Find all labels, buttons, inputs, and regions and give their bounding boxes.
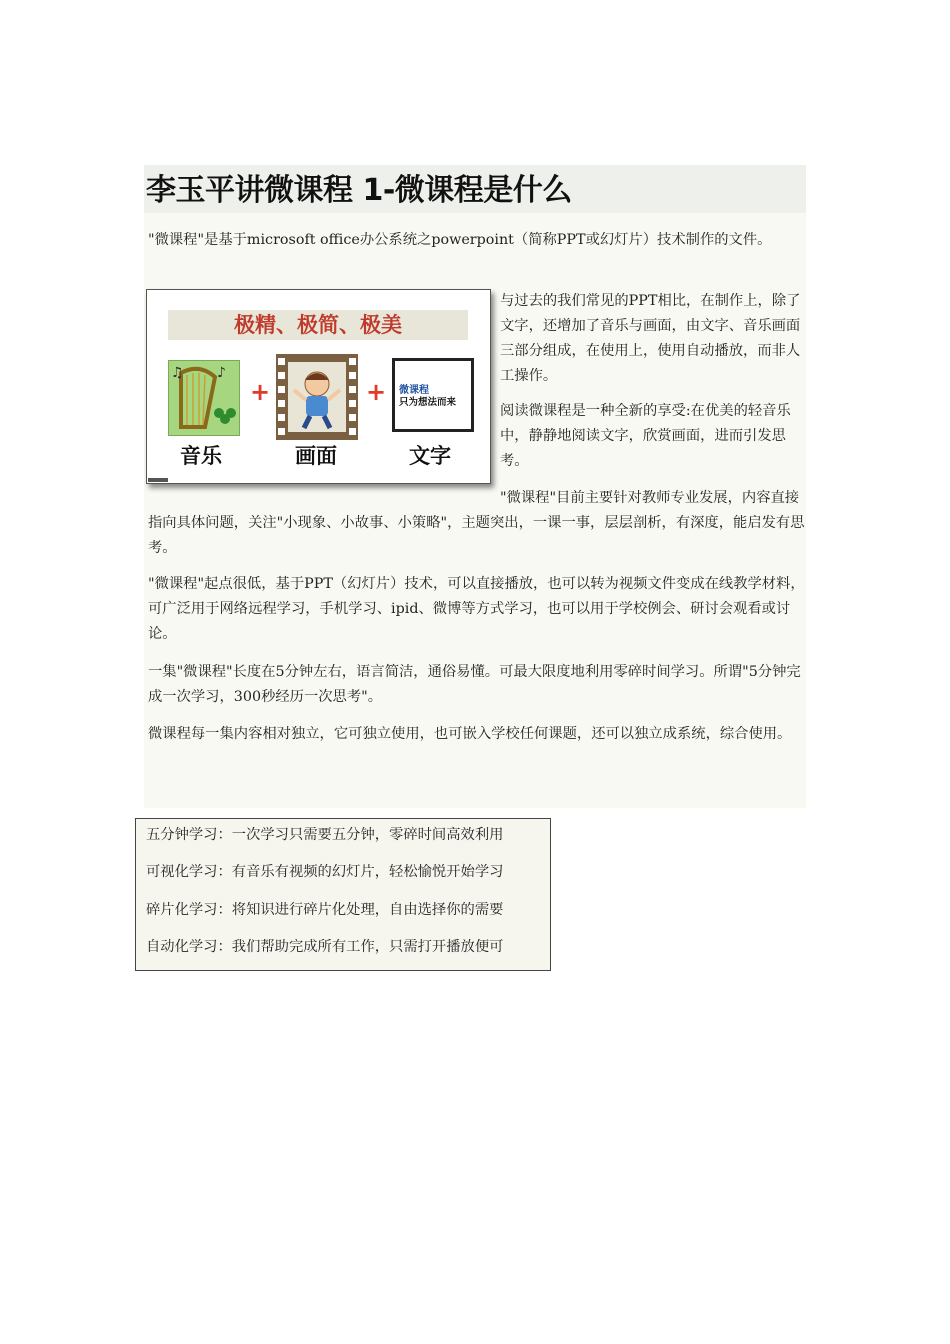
- summary-box: [135, 818, 551, 971]
- plus-sign: +: [366, 378, 387, 406]
- figure-banner: 极精、极简、极美: [168, 310, 468, 340]
- summary-line: 自动化学习：我们帮助完成所有工作，只需打开播放便可: [146, 939, 504, 955]
- text-card-line2: 只为想法而来: [399, 397, 457, 408]
- paragraph-starting-point: "微课程"起点很低，基于PPT（幻灯片）技术，可以直接播放，也可以转为视频文件变成在线教学材料，可广泛用于网络远程学习，手机学习、ipid、微博等方式学习，也可以用于学校例会、研讨会观看或讨论。: [148, 576, 805, 642]
- concept-figure: [146, 289, 491, 484]
- paragraph-comparison: 与过去的我们常见的PPT相比，在制作上，除了文字，还增加了音乐与画面，由文字、音乐画面三部分组成，在使用上，使用自动播放，而非人工操作。: [500, 293, 801, 384]
- label-music: 音乐: [180, 444, 222, 468]
- page-title: 李玉平讲微课程 1-微课程是什么: [144, 165, 806, 213]
- paragraph-intro: "微课程"是基于microsoft office办公系统之powerpoint（简称PPT或幻灯片）技术制作的文件。: [148, 232, 772, 248]
- film-strip-icon: [276, 354, 358, 440]
- label-picture: 画面: [295, 444, 337, 468]
- text-card-line1: 微课程: [399, 385, 429, 396]
- summary-line: 可视化学习：有音乐有视频的幻灯片，轻松愉悦开始学习: [146, 864, 504, 880]
- paragraph-reading: 阅读微课程是一种全新的享受:在优美的轻音乐中，静静地阅读文字，欣赏画面，进而引发思考。: [500, 403, 791, 469]
- summary-line: 碎片化学习：将知识进行碎片化处理，自由选择你的需要: [146, 902, 504, 918]
- plus-sign: +: [250, 378, 271, 406]
- status-bar: [148, 478, 168, 482]
- paragraph-independence: 微课程每一集内容相对独立，它可独立使用，也可嵌入学校任何课题，还可以独立成系统，综合使用。: [148, 726, 792, 742]
- paragraph-focus: "微课程"目前主要针对教师专业发展，内容直接指向具体问题，关注"小现象、小故事、小策略"，主题突出，一课一事，层层剖析，有深度，能启发有思考。: [148, 490, 805, 556]
- paragraph-length: 一集"微课程"长度在5分钟左右，语言简洁，通俗易懂。可最大限度地利用零碎时间学习。所谓"5分钟完成一次学习，300秒经历一次思考"。: [148, 664, 801, 705]
- text-card-icon: [392, 358, 474, 432]
- svg-text:♪: ♪: [217, 365, 226, 381]
- svg-text:♫: ♫: [171, 365, 184, 381]
- harp-icon: [168, 360, 240, 436]
- summary-line: 五分钟学习：一次学习只需要五分钟，零碎时间高效利用: [146, 827, 504, 843]
- article: [144, 165, 806, 808]
- label-text: 文字: [409, 444, 451, 468]
